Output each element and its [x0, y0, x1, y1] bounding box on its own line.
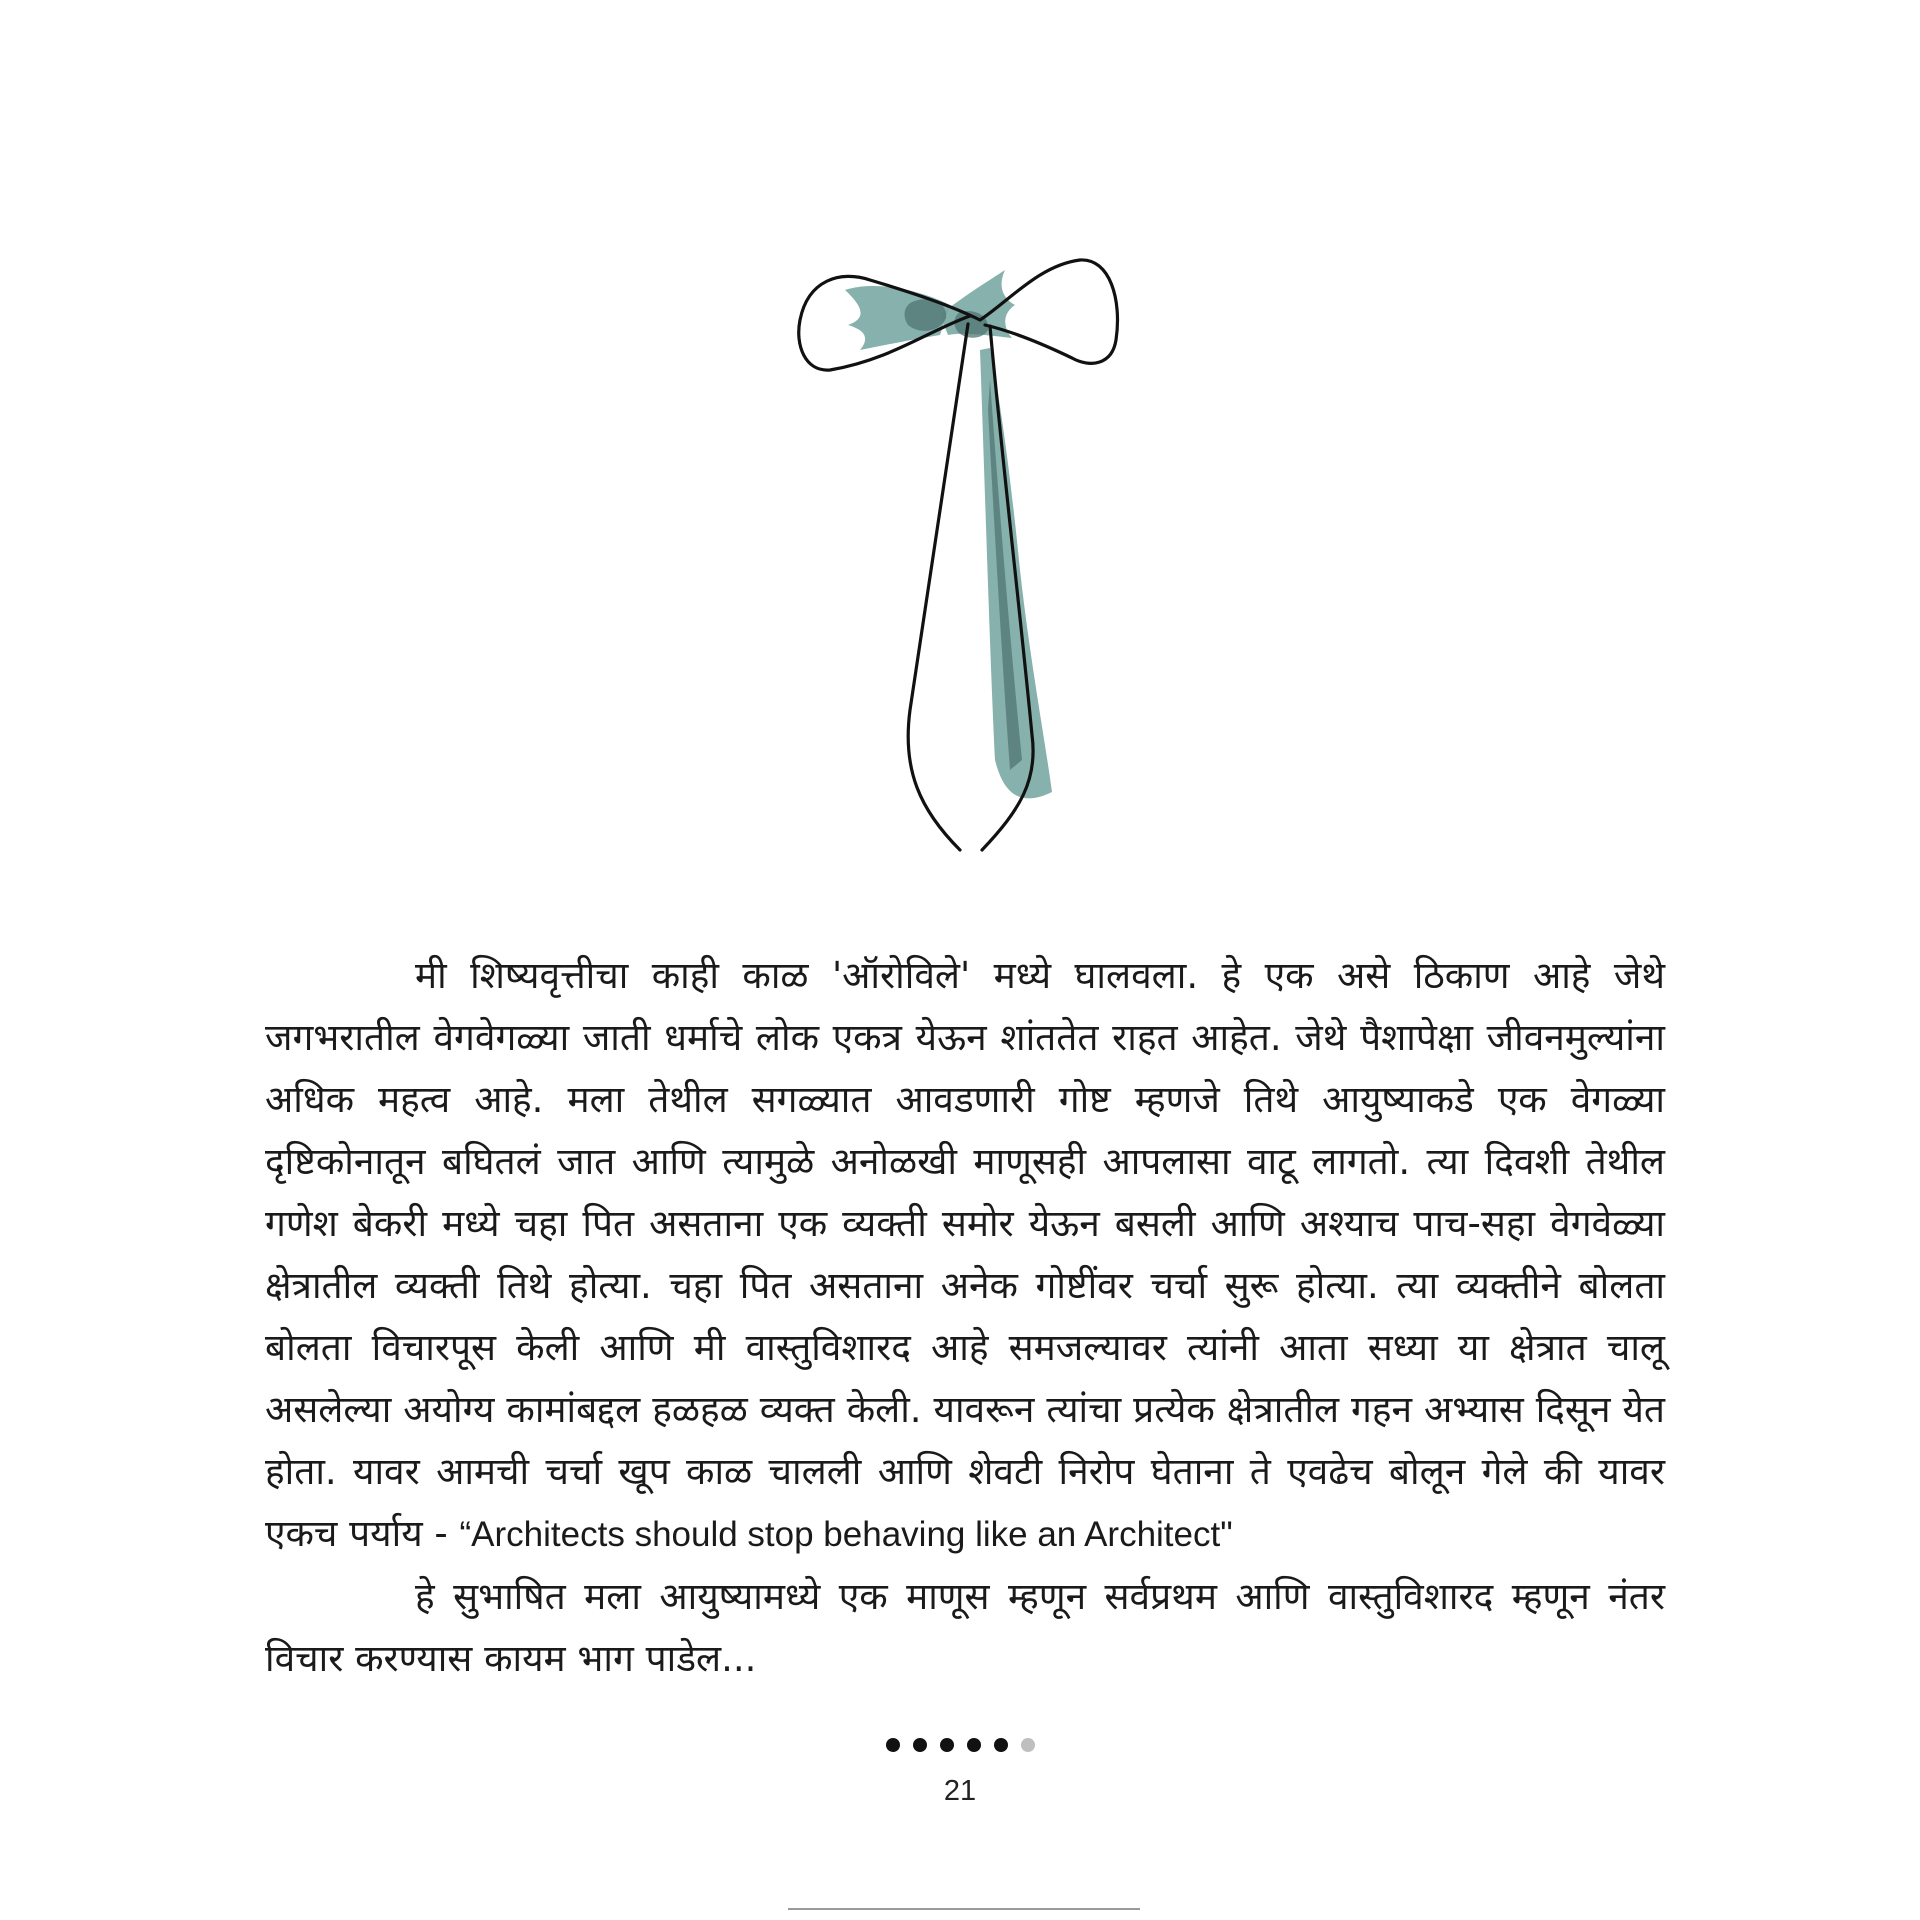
ribbon-bow-icon: [790, 240, 1130, 860]
pagination-dots: [886, 1738, 1035, 1752]
pagination-dot-active: [967, 1738, 981, 1752]
pagination-dot-active: [913, 1738, 927, 1752]
footer-divider: [788, 1908, 1140, 1910]
paragraph-1-text: मी शिष्यवृत्तीचा काही काळ 'ऑरोविले' मध्ये घालवला. हे एक असे ठिकाण आहे जेथे जगभरातील वेगवेगळ्या जाती धर्माचे लोक एकत्र येऊन शांततेत राहत आहेत. जेथे पैशापेक्षा जीवनमुल्यांना अधिक महत्व आहे. मला तेथील सगळ्यात आवडणारी गोष्ट म्हणजे तिथे आयुष्याकडे एक वेगळ्या दृष्टिकोनातून बघितलं जात आणि त्यामुळे अनोळखी माणूसही आपलासा वाटू लागतो. त्या दिवशी तेथील गणेश बेकरी मध्ये चहा पित असताना एक व्यक्ती समोर येऊन बसली आणि अश्याच पाच-सहा वेगवेळ्या क्षेत्रातील व्यक्ती तिथे होत्या. चहा पित असताना अनेक गोष्टींवर चर्चा सुरू होत्या. त्या व्यक्तीने बोलता बोलता विचारपूस केली आणि मी वास्तुविशारद आहे समजल्यावर त्यांनी आता सध्या या क्षेत्रात चालू असलेल्या अयोग्य कामांबद्दल हळहळ व्यक्त केली. यावरून त्यांचा प्रत्येक क्षेत्रातील गहन अभ्यास दिसून येत होता. यावर आमची चर्चा खूप काळ चालली आणि शेवटी निरोप घेताना ते एवढेच बोलून गेले: [265, 954, 1665, 1493]
paragraph-1: [265, 945, 1665, 1566]
page-number: 21: [943, 1775, 977, 1807]
paragraph-2: हे सुभाषित मला आयुष्यामध्ये एक माणूस म्हणून सर्वप्रथम आणि वास्तुविशारद म्हणून नंतर विचार करण्यास कायम भाग पाडेल...: [265, 1575, 1665, 1680]
pagination-dot-active: [994, 1738, 1008, 1752]
quote-text: “Architects should stop behaving like an Architect": [459, 1515, 1233, 1554]
pagination-dot-inactive: [1021, 1738, 1035, 1752]
pagination-dot-active: [886, 1738, 900, 1752]
body-text: [265, 945, 1665, 1690]
pagination-dot-active: [940, 1738, 954, 1752]
paragraph-1-end: की यावर एकच पर्याय -: [265, 1450, 1665, 1555]
